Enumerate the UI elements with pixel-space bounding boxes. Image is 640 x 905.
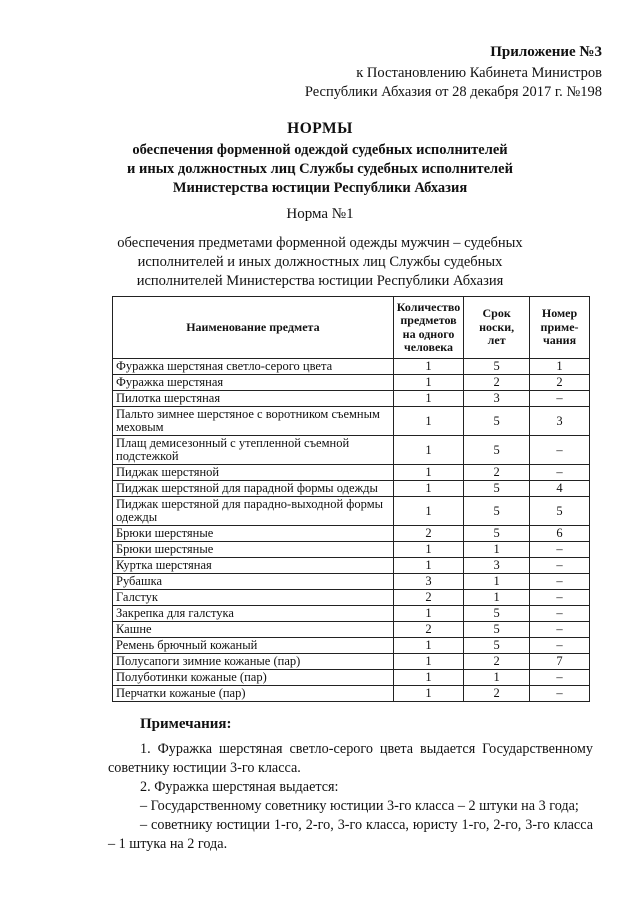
cell-term: 5 <box>464 436 530 465</box>
note-paragraph-1: 1. Фуражка шерстяная светло-серого цвета выдается Государственному советнику юстиции 3-го класса. <box>108 741 593 776</box>
table-row <box>113 686 590 702</box>
header-note-number <box>530 297 590 359</box>
cell-term: 1 <box>464 590 530 606</box>
cell-term: 2 <box>464 465 530 481</box>
cell-note-number: – <box>530 638 590 654</box>
cell-note-number: 6 <box>530 526 590 542</box>
header-term-line: Срок <box>482 306 511 321</box>
note-paragraph-4: – советнику юстиции 1-го, 2-го, 3-го класса, юристу 1-го, 2-го, 3-го класса – 1 штука на 2 года. <box>108 817 593 852</box>
cell-quantity: 3 <box>393 574 463 590</box>
header-term <box>464 297 530 359</box>
cell-quantity: 1 <box>393 606 463 622</box>
cell-item-name: Фуражка шерстяная светло-серого цвета <box>113 359 394 375</box>
cell-note-number: 5 <box>530 497 590 526</box>
norms-subtitle <box>0 141 640 198</box>
cell-note-number: – <box>530 574 590 590</box>
norm-number: Норма №1 <box>286 206 354 222</box>
header-qty-line: на одного <box>402 326 455 341</box>
table-row <box>113 436 590 465</box>
cell-item-name: Фуражка шерстяная <box>113 375 394 391</box>
cell-item-name: Брюки шерстяные <box>113 526 394 542</box>
cell-note-number: 7 <box>530 654 590 670</box>
cell-term: 1 <box>464 542 530 558</box>
table-row <box>113 407 590 436</box>
cell-item-name: Рубашка <box>113 574 394 590</box>
cell-item-name: Пиджак шерстяной для парадно-выходной формы одежды <box>113 497 394 526</box>
note-paragraph-3: – Государственному советнику юстиции 3-го класса – 2 штуки на 3 года; <box>140 798 579 814</box>
cell-quantity: 2 <box>393 526 463 542</box>
cell-item-name: Ремень брючный кожаный <box>113 638 394 654</box>
cell-item-name: Перчатки кожаные (пар) <box>113 686 394 702</box>
cell-item-name: Пальто зимнее шерстяное с воротником съемным меховым <box>113 407 394 436</box>
cell-term: 5 <box>464 481 530 497</box>
cell-quantity: 1 <box>393 407 463 436</box>
cell-term: 5 <box>464 526 530 542</box>
cell-quantity: 1 <box>393 686 463 702</box>
cell-item-name: Полуботинки кожаные (пар) <box>113 670 394 686</box>
items-table-body <box>113 359 590 702</box>
cell-note-number: – <box>530 391 590 407</box>
cell-term: 2 <box>464 375 530 391</box>
header-note-line: приме- <box>540 319 579 334</box>
cell-term: 3 <box>464 391 530 407</box>
cell-note-number: – <box>530 622 590 638</box>
cell-note-number: 1 <box>530 359 590 375</box>
cell-note-number: – <box>530 542 590 558</box>
cell-term: 2 <box>464 686 530 702</box>
header-qty-line: Количество <box>396 299 461 314</box>
cell-quantity: 1 <box>393 359 463 375</box>
table-row <box>113 638 590 654</box>
annex-line-1: к Постановлению Кабинета Министров <box>356 65 602 81</box>
notes-title: Примечания: <box>140 716 232 732</box>
cell-note-number: – <box>530 465 590 481</box>
cell-note-number: – <box>530 670 590 686</box>
table-row <box>113 391 590 407</box>
cell-quantity: 2 <box>393 622 463 638</box>
cell-quantity: 1 <box>393 391 463 407</box>
cell-item-name: Галстук <box>113 590 394 606</box>
cell-term: 5 <box>464 407 530 436</box>
cell-item-name: Брюки шерстяные <box>113 542 394 558</box>
norms-title: НОРМЫ <box>287 120 353 137</box>
cell-quantity: 1 <box>393 670 463 686</box>
subtitle-line-2: и иных должностных лиц Службы судебных исполнителей <box>127 161 513 177</box>
header-qty-line: человека <box>403 340 454 354</box>
cell-quantity: 1 <box>393 481 463 497</box>
cell-term: 3 <box>464 558 530 574</box>
cell-note-number: – <box>530 606 590 622</box>
annex-title: Приложение №3 <box>490 44 602 60</box>
subtitle-line-1: обеспечения форменной одеждой судебных исполнителей <box>132 142 508 158</box>
cell-term: 5 <box>464 359 530 375</box>
annex-block <box>305 43 602 102</box>
note-paragraph-2: 2. Фуражка шерстяная выдается: <box>140 779 339 795</box>
table-row <box>113 465 590 481</box>
cell-quantity: 1 <box>393 497 463 526</box>
cell-item-name: Плащ демисезонный с утепленной съемной подстежкой <box>113 436 394 465</box>
table-row <box>113 526 590 542</box>
header-qty-line: предметов <box>400 313 457 327</box>
cell-quantity: 1 <box>393 654 463 670</box>
table-row <box>113 542 590 558</box>
cell-term: 5 <box>464 606 530 622</box>
annex-line-2: Республики Абхазия от 28 декабря 2017 г. №198 <box>304 84 602 100</box>
norm-desc-line-1: обеспечения предметами форменной одежды мужчин – судебных <box>117 235 523 251</box>
cell-item-name: Закрепка для галстука <box>113 606 394 622</box>
cell-term: 5 <box>464 622 530 638</box>
cell-quantity: 1 <box>393 558 463 574</box>
cell-quantity: 1 <box>393 465 463 481</box>
header-item-name: Наименование предмета <box>113 297 394 359</box>
norm-desc-line-3: исполнителей Министерства юстиции Республики Абхазия <box>136 273 504 289</box>
table-row <box>113 558 590 574</box>
cell-note-number: 4 <box>530 481 590 497</box>
table-row <box>113 622 590 638</box>
table-row <box>113 375 590 391</box>
header-term-line: лет <box>487 333 506 348</box>
table-row <box>113 574 590 590</box>
cell-item-name: Полусапоги зимние кожаные (пар) <box>113 654 394 670</box>
cell-quantity: 1 <box>393 375 463 391</box>
cell-item-name: Пилотка шерстяная <box>113 391 394 407</box>
table-row <box>113 606 590 622</box>
cell-item-name: Пиджак шерстяной <box>113 465 394 481</box>
cell-note-number: – <box>530 686 590 702</box>
norm-desc-line-2: исполнителей и иных должностных лиц Службы судебных <box>137 254 503 270</box>
norm-description <box>0 234 640 291</box>
cell-term: 1 <box>464 574 530 590</box>
header-note-line: Номер <box>541 306 578 321</box>
cell-note-number: – <box>530 436 590 465</box>
cell-term: 2 <box>464 654 530 670</box>
items-table <box>112 296 590 702</box>
cell-quantity: 1 <box>393 436 463 465</box>
cell-note-number: – <box>530 558 590 574</box>
table-row <box>113 481 590 497</box>
cell-term: 5 <box>464 638 530 654</box>
cell-quantity: 1 <box>393 638 463 654</box>
cell-term: 1 <box>464 670 530 686</box>
header-term-line: носки, <box>479 319 515 334</box>
cell-item-name: Куртка шерстяная <box>113 558 394 574</box>
table-row <box>113 497 590 526</box>
cell-note-number: 2 <box>530 375 590 391</box>
cell-note-number: – <box>530 590 590 606</box>
table-row <box>113 359 590 375</box>
table-row <box>113 670 590 686</box>
cell-quantity: 1 <box>393 542 463 558</box>
notes-body <box>108 740 593 854</box>
cell-item-name: Пиджак шерстяной для парадной формы одежды <box>113 481 394 497</box>
cell-quantity: 2 <box>393 590 463 606</box>
subtitle-line-3: Министерства юстиции Республики Абхазия <box>172 180 468 196</box>
cell-item-name: Кашне <box>113 622 394 638</box>
cell-note-number: 3 <box>530 407 590 436</box>
table-row <box>113 654 590 670</box>
header-note-line: чания <box>542 333 577 348</box>
table-row <box>113 590 590 606</box>
cell-term: 5 <box>464 497 530 526</box>
header-quantity <box>393 297 463 359</box>
